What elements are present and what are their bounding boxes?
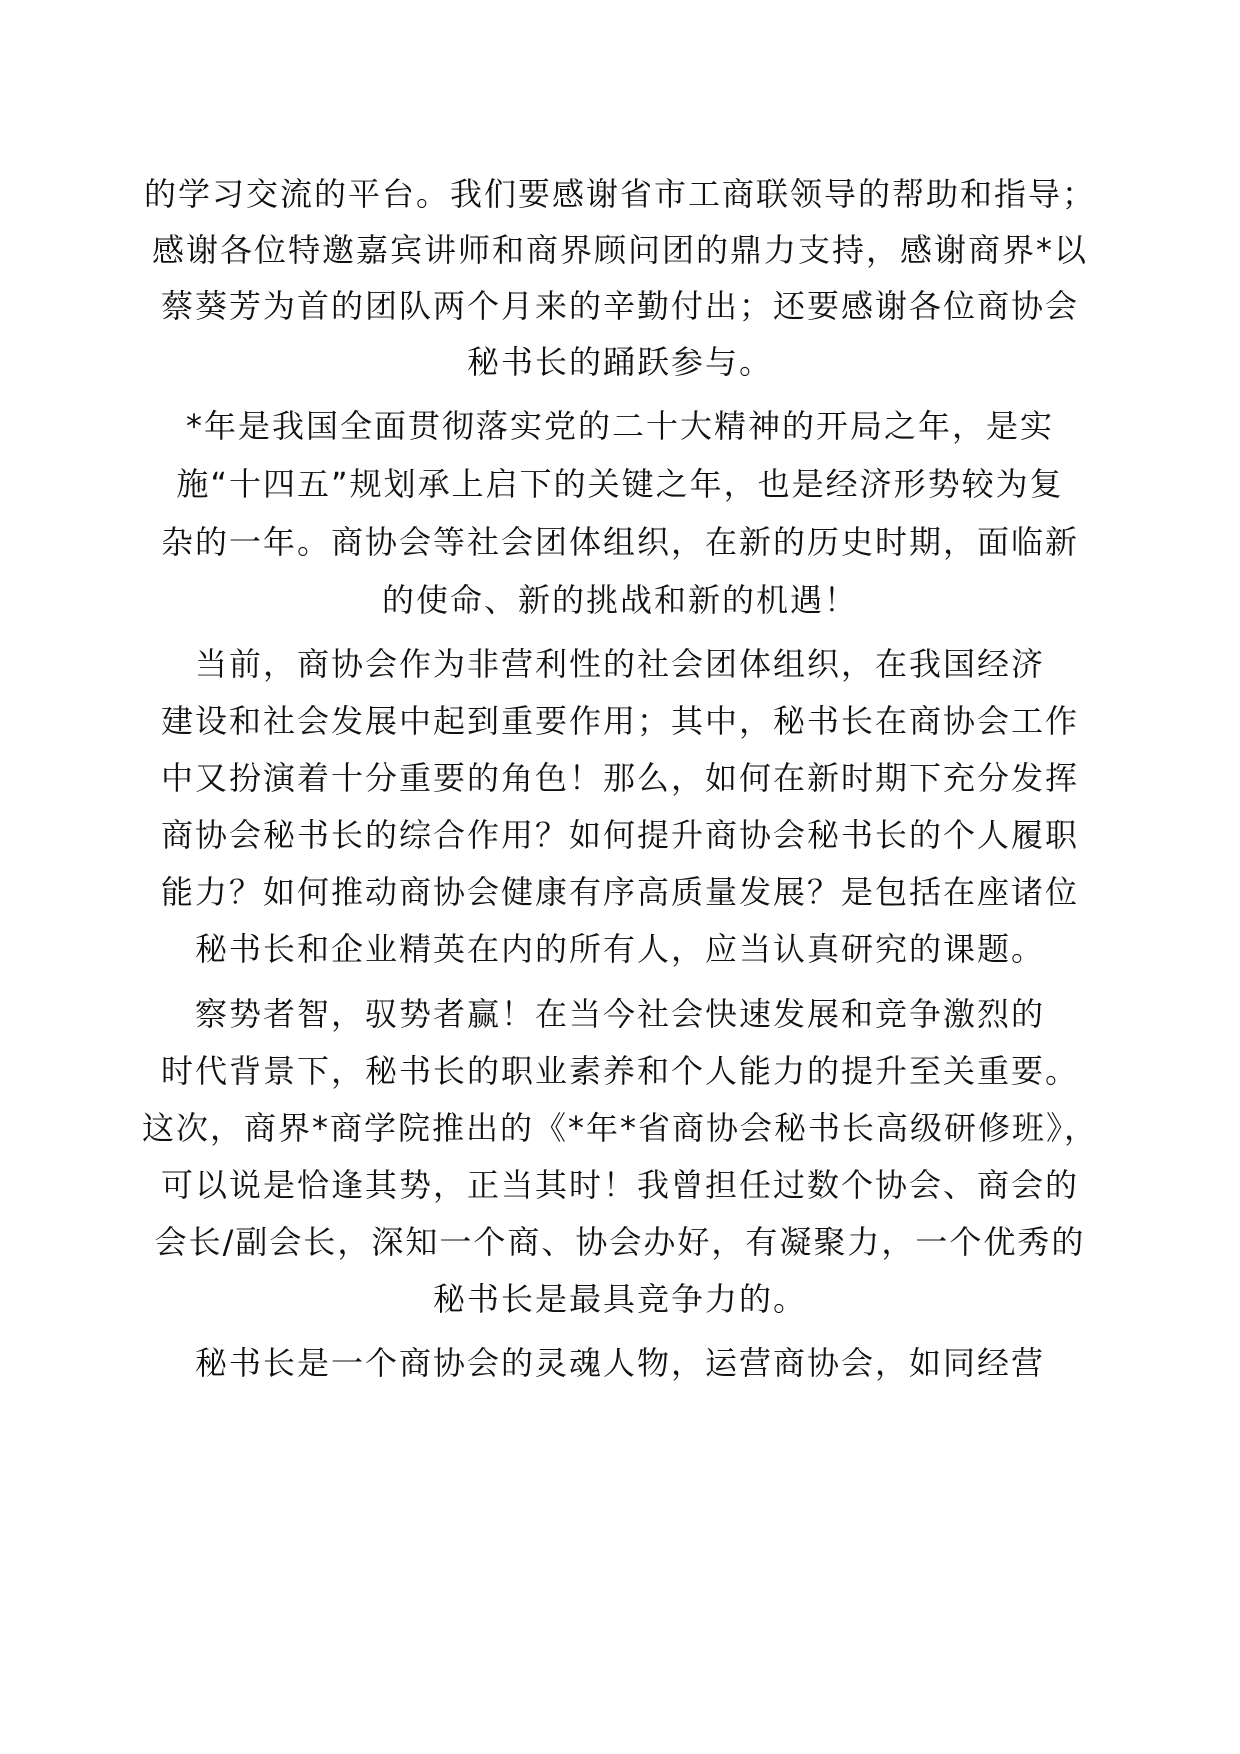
text-line: 杂的一年。商协会等社会团体组织，在新的历史时期，面临新 <box>160 523 1079 561</box>
text-line: 秘书长的踊跃参与。 <box>466 343 773 381</box>
text-line: 的学习交流的平台。我们要感谢省市工商联领导的帮助和指导； <box>143 175 1096 213</box>
text-line: 可以说是恰逢其势，正当其时！我曾担任过数个协会、商会的 <box>160 1166 1079 1204</box>
text-line: 感谢各位特邀嘉宾讲师和商界顾问团的鼎力支持，感谢商界*以 <box>151 231 1088 269</box>
text-line: 秘书长和企业精英在内的所有人，应当认真研究的课题。 <box>194 930 1045 968</box>
text-line: 商协会秘书长的综合作用？如何提升商协会秘书长的个人履职 <box>160 816 1079 854</box>
text-line: 会长/副会长，深知一个商、协会办好，有凝聚力，一个优秀的 <box>154 1223 1086 1261</box>
text-line: 施“十四五”规划承上启下的关键之年，也是经济形势较为复 <box>176 465 1064 503</box>
text-line: 秘书长是一个商协会的灵魂人物，运营商协会，如同经营 <box>194 1344 1045 1382</box>
text-line: 蔡葵芳为首的团队两个月来的辛勤付出；还要感谢各位商协会 <box>160 287 1079 325</box>
text-line: 秘书长是最具竞争力的。 <box>432 1280 807 1318</box>
text-line: 建设和社会发展中起到重要作用；其中，秘书长在商协会工作 <box>160 702 1079 740</box>
text-line: 能力？如何推动商协会健康有序高质量发展？是包括在座诸位 <box>160 873 1079 911</box>
text-line: 的使命、新的挑战和新的机遇！ <box>381 581 858 619</box>
text-line: *年是我国全面贯彻落实党的二十大精神的开局之年，是实 <box>185 407 1054 445</box>
text-line: 这次，商界*商学院推出的《*年*省商协会秘书长高级研修班》， <box>141 1109 1098 1147</box>
text-line: 时代背景下，秘书长的职业素养和个人能力的提升至关重要。 <box>160 1052 1079 1090</box>
text-line: 察势者智，驭势者赢！在当今社会快速发展和竞争激烈的 <box>194 995 1045 1033</box>
text-line: 当前，商协会作为非营利性的社会团体组织，在我国经济 <box>194 645 1045 683</box>
text-line: 中又扮演着十分重要的角色！那么，如何在新时期下充分发挥 <box>160 759 1079 797</box>
